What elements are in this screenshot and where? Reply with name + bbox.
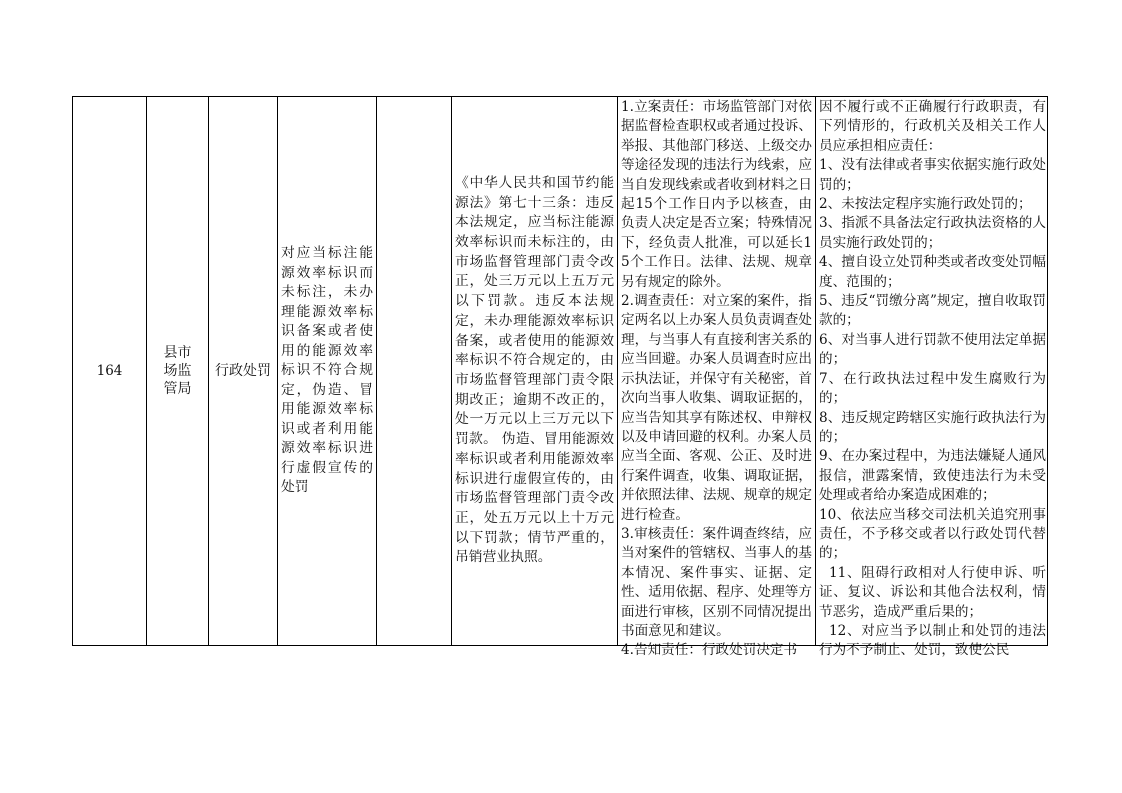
row-number-cell bbox=[73, 97, 147, 645]
department-cell bbox=[147, 97, 209, 645]
accountability-cell bbox=[816, 97, 1049, 659]
category-cell bbox=[209, 97, 278, 645]
responsibility-cell bbox=[618, 97, 816, 659]
item-cell bbox=[278, 97, 377, 645]
category-text: 行政处罚 bbox=[215, 363, 271, 379]
responsibility-text: 1.立案责任：市场监管部门对依据监督检查职权或者通过投诉、举报、其他部门移送、上级交办等途径发现的违法行为线索，应当自发现线索或者收到材料之日起15个工作日内予以核查，由负责人决定是否立案；特殊情况下，经负责人批准，可以延长15个工作日。法律、法规、规章另有规定的除外。 2.调查责任：对立案的案件，指定两名以上办案人员负责调查处理，与当事人有直接利害关系的应当回避。办案人员调查时应出示执法证，并保守有关秘密，首次向当事人收集、调取证据的，应当告知其享有陈述权、申辩权以及申请回避的权利。办案人员应当全面、客观、公正、及时进行案件调查，收集、调取证据，并依照法律、法规、规章的规定进行检查。 3.审核责任：案件调查终结，应当对案件的管辖权、当事人的基本情况、案件事实、证据、定性、适用依据、程序、处理等方面进行审核，区别不同情况提出书面意见和建议。 4.告知责任：行政处罚决定书 bbox=[621, 99, 812, 659]
item-text: 对应当标注能源效率标识而未标注，未办理能源效率标识备案或者使用的能源效率标识不符合规定，伪造、冒用能源效率标识或者利用能源效率标识进行虚假宣传的处罚 bbox=[281, 245, 373, 496]
basis-cell bbox=[452, 97, 618, 645]
row-number: 164 bbox=[96, 363, 123, 379]
sub-item-cell bbox=[377, 97, 452, 645]
legal-basis-text: 《中华人民共和国节约能源法》第七十三条：违反本法规定，应当标注能源效率标识而未标注的，由市场监督管理部门责令改正，处三万元以上五万元以下罚款。违反本法规定，未办理能源效率标识备案，或者使用的能源效率标识不符合规定的，由市场监督管理部门责令限期改正；逾期不改正的，处一万元以上三万元以下罚款。 伪造、冒用能源效率标识或者利用能源效率标识进行虚假宣传的，由市场监督管理部门责令改正，处五万元以上十万元以下罚款；情节严重的，吊销营业执照。 bbox=[455, 174, 614, 566]
document-table bbox=[72, 96, 1048, 659]
accountability-text: 因不履行或不正确履行行政职责，有下列情形的，行政机关及相关工作人员应承担相应责任： 1、没有法律或者事实依据实施行政处罚的； 2、未按法定程序实施行政处罚的； 3、指派不具备法定行政执法资格的人员实施行政处罚的； 4、擅自设立处罚种类或者改变处罚幅度、范围的； 5、违反“罚缴分离”规定，擅自收取罚款的； 6、对当事人进行罚款不使用法定单据的； 7、在行政执法过程中发生腐败行为的； 8、违反规定跨辖区实施行政执法行为的； 9、在办案过程中，为违法嫌疑人通风报信，泄露案情，致使违法行为未受处理或者给办案造成困难的； 10、依法应当移交司法机关追究刑事责任，不予移交或者以行政处罚代替的； 11、阻碍行政相对人行使申诉、听证、复议、诉讼和其他合法权利，情节恶劣，造成严重后果的； 12、对应当予以制止和处罚的违法行为不予制止、处罚，致使公民 bbox=[819, 99, 1046, 659]
department-name: 县市场监管局 bbox=[163, 345, 192, 397]
